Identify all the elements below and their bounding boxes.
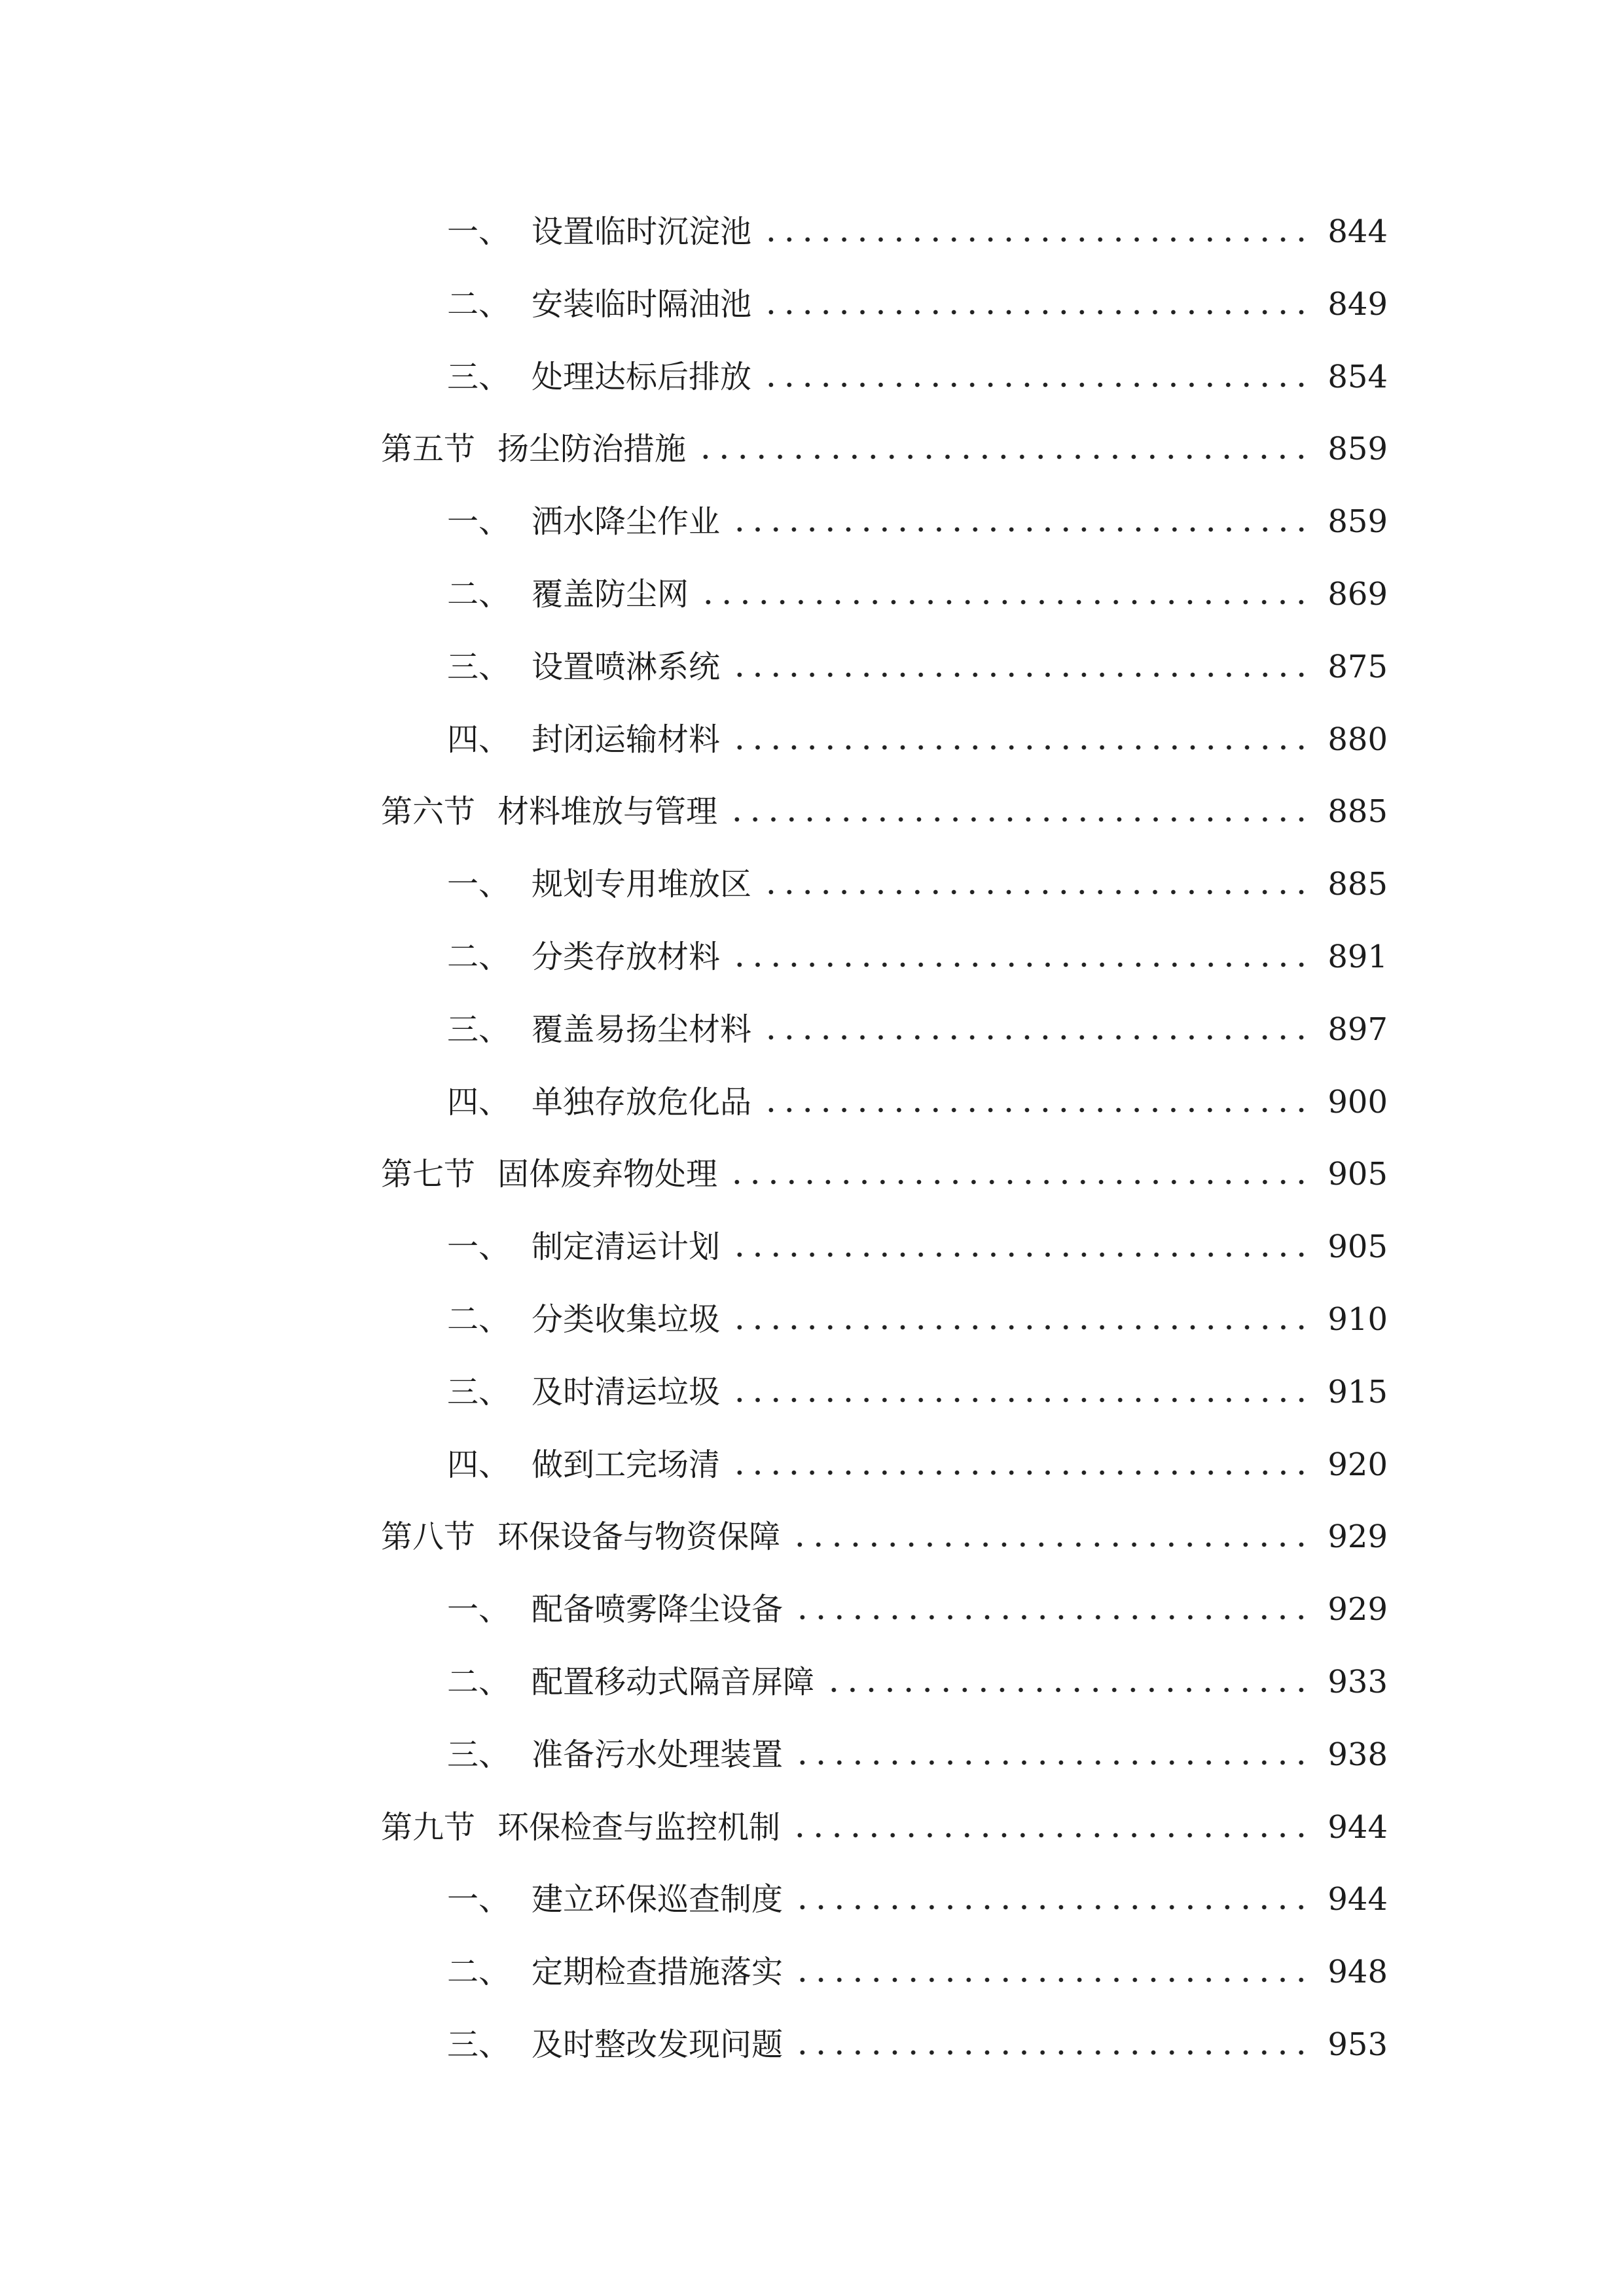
toc-item-title: 准备污水处理装置	[532, 1736, 784, 1773]
toc-item	[381, 1863, 1388, 1936]
toc-item-title: 覆盖防尘网	[532, 575, 689, 613]
dot-leader	[762, 237, 1310, 242]
toc-item-page: 869	[1327, 575, 1388, 613]
dot-leader	[762, 382, 1310, 387]
toc-item-page: 844	[1327, 213, 1388, 250]
toc-section-page: 929	[1327, 1518, 1388, 1556]
dot-leader	[731, 962, 1310, 967]
toc-item-number: 一、	[447, 503, 511, 541]
toc-section-page: 944	[1327, 1808, 1388, 1846]
toc-item-number: 四、	[447, 1083, 511, 1121]
dot-leader	[791, 1833, 1310, 1838]
toc-item-page: 900	[1327, 1083, 1388, 1121]
toc-item-number: 一、	[447, 866, 511, 903]
toc-section-number: 第六节	[381, 793, 476, 831]
dot-leader	[731, 1397, 1310, 1403]
toc-item-title: 封闭运输材料	[532, 721, 721, 758]
toc-item-number: 二、	[447, 575, 511, 613]
toc-item	[381, 268, 1388, 341]
dot-leader	[793, 1977, 1310, 1982]
toc-item	[381, 1211, 1388, 1283]
toc-section-title: 环保设备与物资保障	[497, 1518, 781, 1556]
toc-item-number: 三、	[447, 648, 511, 685]
toc-item-number: 一、	[447, 1591, 511, 1628]
toc-item-title: 分类存放材料	[532, 938, 721, 975]
dot-leader	[762, 1107, 1310, 1113]
toc-item-number: 三、	[447, 1736, 511, 1773]
dot-leader	[793, 1615, 1310, 1620]
toc-item-page: 910	[1327, 1300, 1388, 1338]
toc-section	[381, 1138, 1388, 1211]
dot-leader	[731, 672, 1310, 677]
toc-section-page: 905	[1327, 1156, 1388, 1193]
toc-item-page: 929	[1327, 1591, 1388, 1628]
toc-item-page: 944	[1327, 1881, 1388, 1918]
dot-leader	[731, 745, 1310, 750]
toc-item-title: 规划专用堆放区	[532, 866, 752, 903]
toc-section-number: 第五节	[381, 431, 476, 468]
toc-section-number: 第八节	[381, 1518, 476, 1556]
toc-item-number: 三、	[447, 1011, 511, 1048]
toc-item-page: 897	[1327, 1011, 1388, 1048]
toc-item-number: 二、	[447, 1300, 511, 1338]
toc-item-title: 配置移动式隔音屏障	[532, 1663, 815, 1700]
toc-item-title: 洒水降尘作业	[532, 503, 721, 541]
toc-section-title: 环保检查与监控机制	[497, 1808, 781, 1846]
toc-item	[381, 486, 1388, 558]
toc-item-title: 定期检查措施落实	[532, 1954, 784, 1991]
toc-item	[381, 1066, 1388, 1139]
toc-item-title: 分类收集垃圾	[532, 1300, 721, 1338]
toc-item-page: 938	[1327, 1736, 1388, 1773]
toc-item-number: 一、	[447, 1229, 511, 1266]
dot-leader	[762, 1035, 1310, 1040]
toc-item-page: 920	[1327, 1446, 1388, 1483]
toc-item-title: 安装临时隔油池	[532, 285, 752, 323]
table-of-contents	[381, 196, 1388, 2081]
toc-item-number: 二、	[447, 1954, 511, 1991]
toc-item-title: 单独存放危化品	[532, 1083, 752, 1121]
toc-item-page: 885	[1327, 866, 1388, 903]
toc-item	[381, 631, 1388, 704]
toc-item-title: 及时清运垃圾	[532, 1373, 721, 1410]
toc-item-title: 处理达标后排放	[532, 358, 752, 395]
dot-leader	[731, 1470, 1310, 1475]
toc-item	[381, 1719, 1388, 1791]
dot-leader	[728, 817, 1310, 822]
dot-leader	[699, 600, 1310, 605]
toc-item-title: 建立环保巡查制度	[532, 1881, 784, 1918]
toc-section-number: 第九节	[381, 1808, 476, 1846]
toc-section	[381, 776, 1388, 848]
toc-item	[381, 1429, 1388, 1501]
toc-item-page: 891	[1327, 938, 1388, 975]
toc-item	[381, 704, 1388, 776]
toc-item-title: 制定清运计划	[532, 1229, 721, 1266]
toc-item-title: 覆盖易扬尘材料	[532, 1011, 752, 1048]
toc-item-number: 四、	[447, 721, 511, 758]
toc-section-number: 第七节	[381, 1156, 476, 1193]
toc-item-title: 做到工完场清	[532, 1446, 721, 1483]
dot-leader	[762, 310, 1310, 315]
dot-leader	[791, 1542, 1310, 1547]
toc-item-number: 一、	[447, 213, 511, 250]
toc-item-page: 875	[1327, 648, 1388, 685]
toc-item-title: 及时整改发现问题	[532, 2026, 784, 2063]
toc-item	[381, 196, 1388, 268]
toc-section-page: 885	[1327, 793, 1388, 831]
toc-section	[381, 1791, 1388, 1864]
toc-section-page: 859	[1327, 431, 1388, 468]
toc-item-page: 915	[1327, 1373, 1388, 1410]
dot-leader	[825, 1687, 1310, 1693]
toc-item	[381, 558, 1388, 631]
dot-leader	[762, 889, 1310, 895]
toc-item-number: 二、	[447, 1663, 511, 1700]
toc-item-page: 880	[1327, 721, 1388, 758]
dot-leader	[793, 1760, 1310, 1765]
toc-item-number: 三、	[447, 2026, 511, 2063]
dot-leader	[731, 527, 1310, 532]
toc-item-page: 905	[1327, 1229, 1388, 1266]
toc-item	[381, 341, 1388, 414]
toc-section-title: 扬尘防治措施	[497, 431, 687, 468]
toc-item	[381, 1283, 1388, 1356]
toc-section	[381, 413, 1388, 486]
toc-item-page: 859	[1327, 503, 1388, 541]
toc-item-number: 三、	[447, 358, 511, 395]
toc-item-number: 三、	[447, 1373, 511, 1410]
toc-section-title: 材料堆放与管理	[497, 793, 718, 831]
toc-item-title: 配备喷雾降尘设备	[532, 1591, 784, 1628]
dot-leader	[696, 454, 1310, 459]
toc-item	[381, 921, 1388, 994]
toc-item-title: 设置喷淋系统	[532, 648, 721, 685]
toc-item-page: 948	[1327, 1954, 1388, 1991]
toc-item-number: 二、	[447, 285, 511, 323]
toc-item	[381, 1356, 1388, 1429]
toc-item	[381, 1646, 1388, 1719]
toc-item-page: 854	[1327, 358, 1388, 395]
dot-leader	[728, 1179, 1310, 1185]
toc-item-number: 二、	[447, 938, 511, 975]
toc-item-page: 849	[1327, 285, 1388, 323]
toc-item	[381, 1573, 1388, 1646]
toc-item	[381, 2009, 1388, 2081]
toc-item-title: 设置临时沉淀池	[532, 213, 752, 250]
toc-section	[381, 1501, 1388, 1573]
dot-leader	[793, 1905, 1310, 1910]
toc-item	[381, 994, 1388, 1066]
toc-item	[381, 1936, 1388, 2009]
dot-leader	[731, 1325, 1310, 1330]
toc-item-page: 933	[1327, 1663, 1388, 1700]
toc-item-number: 一、	[447, 1881, 511, 1918]
toc-section-title: 固体废弃物处理	[497, 1156, 718, 1193]
dot-leader	[731, 1252, 1310, 1257]
toc-item	[381, 848, 1388, 921]
toc-item-page: 953	[1327, 2026, 1388, 2063]
dot-leader	[793, 2050, 1310, 2055]
toc-item-number: 四、	[447, 1446, 511, 1483]
